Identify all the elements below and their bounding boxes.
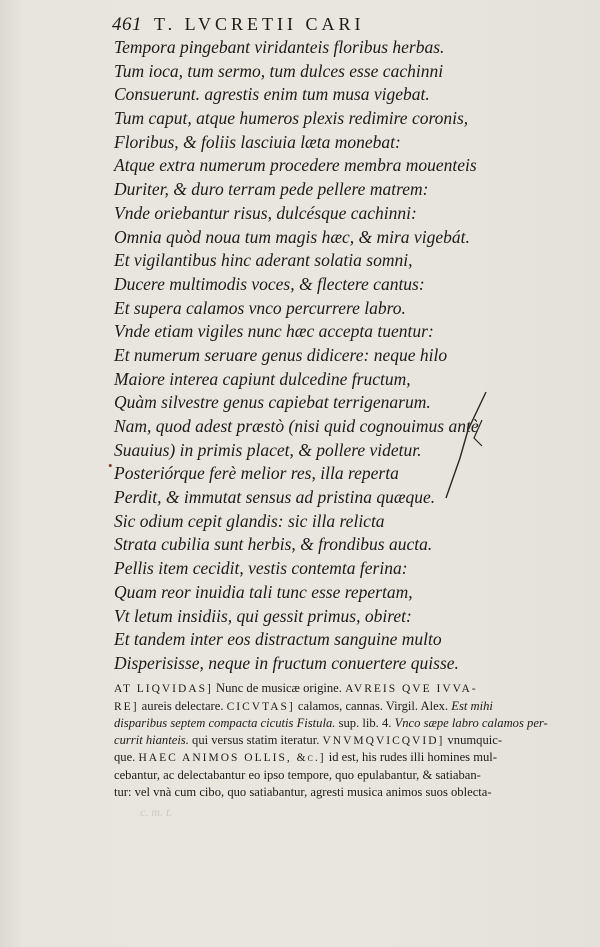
verse-line: Vt letum insidiis, qui gessit primus, obiret: — [114, 605, 412, 626]
verse-line: Consuerunt. agrestis enim tum musa vigebat. — [114, 84, 430, 105]
page-number: 461 — [112, 14, 142, 35]
verse-line: Posteriórque ferè melior res, illa reperta — [114, 463, 399, 484]
note-text: sup. lib. 4. — [335, 716, 395, 731]
verse-line: Omnia quòd noua tum magis hæc, & mira vigebát. — [114, 226, 470, 247]
handwritten-bracket-annotation — [438, 390, 498, 500]
quotation: currit hianteis. — [114, 732, 189, 747]
verse-line: Tum caput, atque humeros plexis redimire coronis, — [114, 108, 469, 129]
verse-line: Et numerum seruare genus didicere: neque hilo — [114, 344, 448, 365]
quotation: Vnco sæpe labro calamos per- — [394, 716, 548, 731]
verse-line: Disperisisse, neque in fructum conuertere quisse. — [114, 652, 459, 673]
note-text: que. — [114, 750, 139, 765]
verse-line: Duriter, & duro terram pede pellere matrem: — [114, 179, 429, 200]
note-text: calamos, cannas. Virgil. Alex. — [294, 698, 452, 713]
verse-line: Et vigilantibus hinc aderant solatia somni, — [114, 250, 413, 271]
verse-line: Sic odium cepit glandis: sic illa relicta — [114, 510, 385, 531]
note-text: Nunc de musicæ origine. — [212, 681, 346, 695]
verse-line: Ducere multimodis voces, & flectere cantus: — [114, 273, 425, 294]
lemma: HAEC ANIMOS OLLIS, &c.] — [138, 752, 326, 765]
note-text: vnumquic- — [444, 732, 503, 747]
verse-line: Suauius) in primis placet, & pollere videtur. — [114, 439, 422, 460]
verse-line: Vnde oriebantur risus, dulcésque cachinni: — [114, 202, 417, 223]
verse-line: Et tandem inter eos distractum sanguine multo — [114, 629, 442, 650]
commentary-line — [114, 680, 486, 698]
verse-line: Perdit, & immutat sensus ad pristina quæque. — [114, 487, 436, 508]
lemma: AVREIS QVE IVVA- — [345, 683, 478, 695]
note-text: aureis delectare. — [138, 698, 227, 713]
lemma: RE] — [114, 700, 139, 713]
verse-line: Quàm silvestre genus capiebat terrigenarum. — [114, 392, 431, 413]
commentary-line — [114, 698, 493, 716]
commentary-notes — [114, 680, 548, 800]
verse-line: Maiore interea capiunt dulcedine fructum, — [114, 368, 411, 389]
verse-line: Et supera calamos vnco percurrere labro. — [114, 297, 406, 318]
note-text: qui versus statim iteratur. — [188, 732, 323, 747]
verse-line: Pellis item cecidit, vestis contemta ferina: — [114, 558, 408, 579]
verse-line: Floribus, & foliis lasciuia læta monebat: — [114, 131, 401, 152]
quotation: disparibus septem compacta cicutis Fistula. — [114, 716, 336, 731]
bleed-through-text: c. m. t. — [140, 805, 173, 819]
commentary-line — [114, 715, 548, 732]
commentary-line: cebantur, ac delectabantur eo ipso tempore, quo epulabantur, & satiaban- — [114, 767, 481, 782]
verse-line: Strata cubilia sunt herbis, & frondibus aucta. — [114, 534, 433, 555]
verse-line: Nam, quod adest præstò (nisi quid cognouimus antè — [114, 416, 479, 436]
note-text: id est, his rudes illi homines mul- — [325, 750, 497, 765]
lemma: VNVMQVICQVID] — [322, 734, 445, 747]
running-title: T. LVCRETII CARI — [154, 14, 365, 34]
lemma: AT LIQVIDAS] — [114, 683, 213, 695]
verse-line: Atque extra numerum procedere membra mouenteis — [114, 155, 477, 176]
verse-line: Tum ioca, tum sermo, tum dulces esse cachinni — [114, 60, 444, 81]
verse-line: Tempora pingebant viridanteis floribus herbas. — [114, 37, 445, 57]
margin-mark: • — [108, 458, 113, 473]
verse-block — [114, 36, 494, 676]
lemma: CICVTAS] — [226, 700, 295, 713]
commentary-line — [114, 732, 503, 750]
quotation: Est mihi — [451, 698, 493, 713]
verse-line: Vnde etiam vigiles nunc hæc accepta tuentur: — [114, 321, 434, 342]
commentary-line: tur: vel vnà cum cibo, quo satiabantur, agresti musica animos suos oblecta- — [114, 784, 492, 799]
commentary-line — [114, 749, 497, 767]
verse-line: Quam reor inuidia tali tunc esse repertam, — [114, 581, 413, 602]
